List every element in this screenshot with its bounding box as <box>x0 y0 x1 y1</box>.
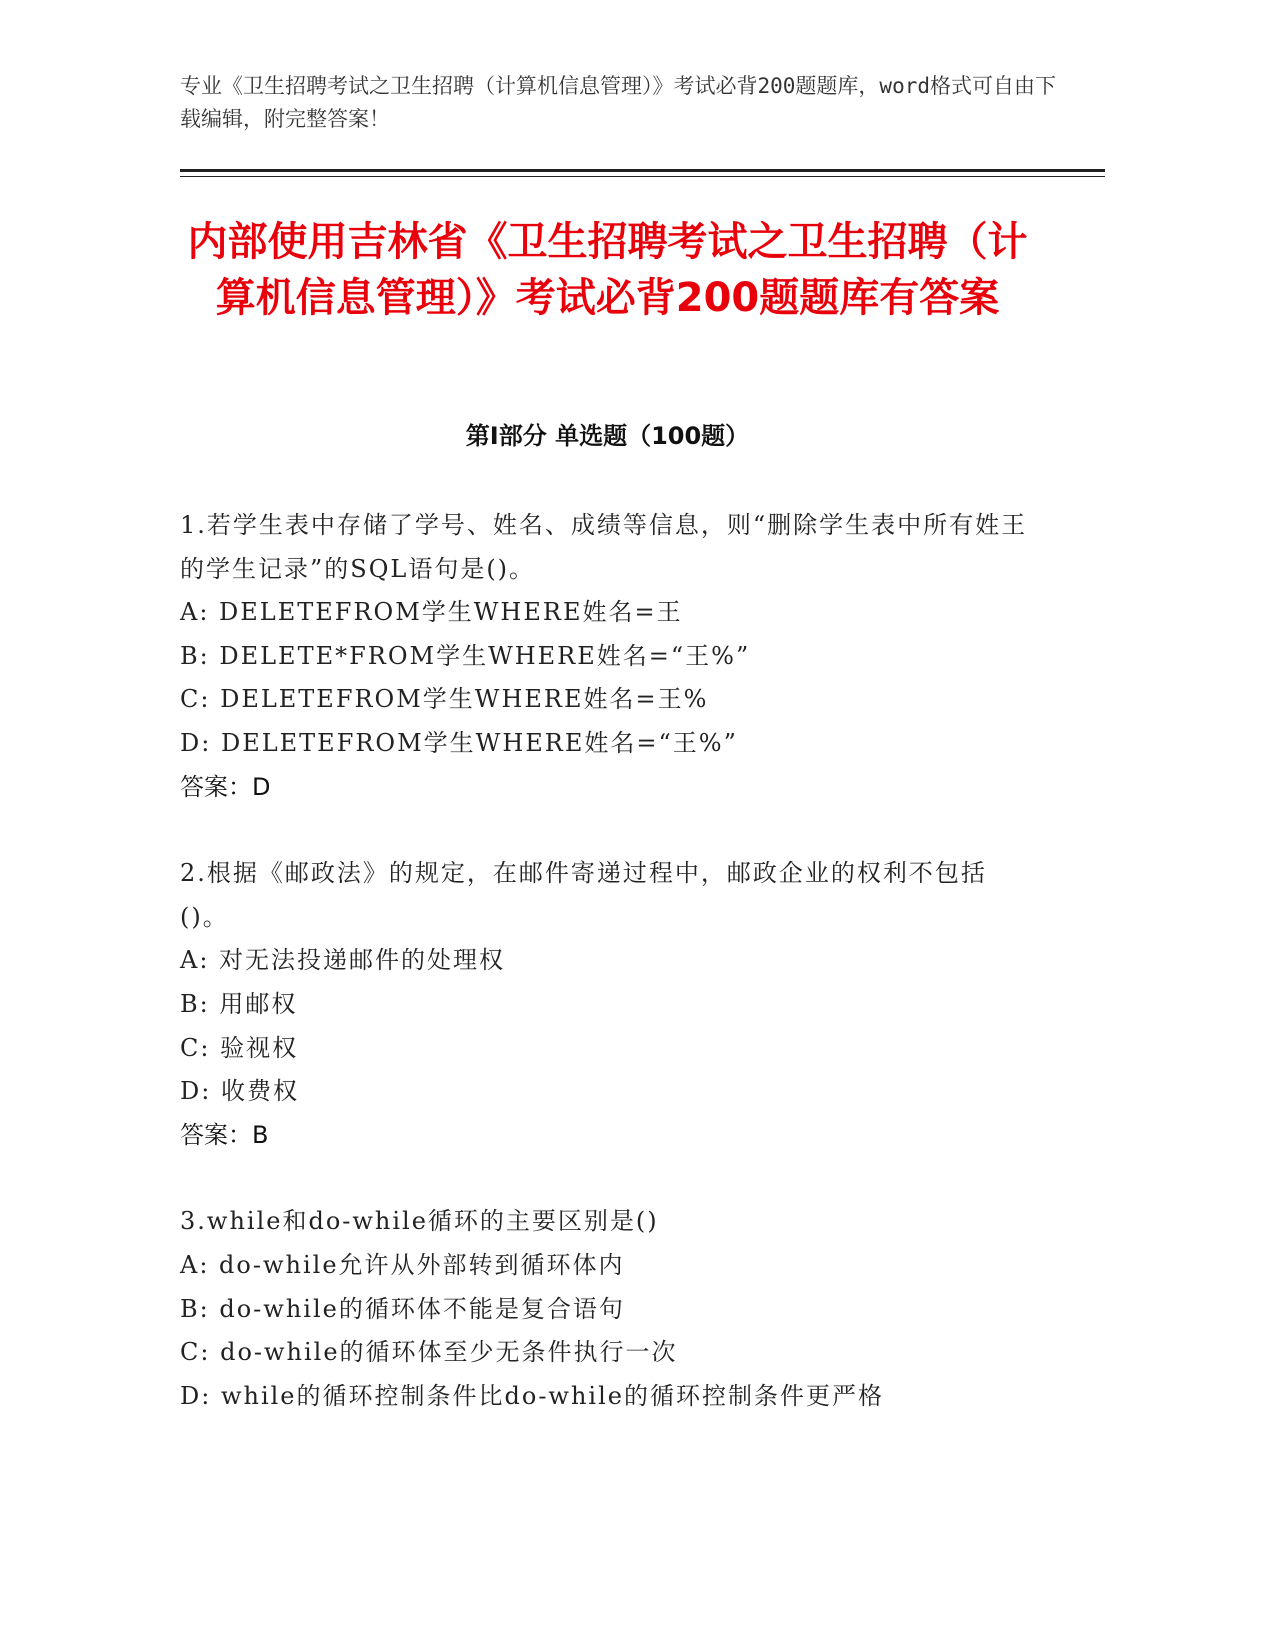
option-a: A: DELETEFROM学生WHERE姓名=王 <box>180 598 683 627</box>
option-c: C: 验视权 <box>180 1033 299 1062</box>
option-c: C: DELETEFROM学生WHERE姓名=王% <box>180 685 709 714</box>
question-2 <box>180 852 1030 1157</box>
question-stem: 2.根据《邮政法》的规定，在邮件寄递过程中，邮政企业的权利不包括()。 <box>180 859 987 931</box>
header-rule-thick <box>180 169 1105 172</box>
header-rule-thin <box>180 176 1105 177</box>
option-a: A: do-while允许从外部转到循环体内 <box>180 1250 625 1279</box>
option-b: B: 用邮权 <box>180 989 298 1018</box>
answer: 答案：D <box>180 772 271 801</box>
question-stem: 3.while和do-while循环的主要区别是() <box>180 1207 659 1236</box>
question-3 <box>180 1200 1030 1418</box>
question-1 <box>180 504 1030 809</box>
option-c: C: do-while的循环体至少无条件执行一次 <box>180 1338 678 1367</box>
option-b: B: do-while的循环体不能是复合语句 <box>180 1294 625 1323</box>
option-d: D: while的循环控制条件比do-while的循环控制条件更严格 <box>180 1381 884 1410</box>
option-d: D: 收费权 <box>180 1077 299 1106</box>
answer: 答案：B <box>180 1120 269 1149</box>
option-d: D: DELETEFROM学生WHERE姓名=“王%” <box>180 728 738 757</box>
question-stem: 1.若学生表中存储了学号、姓名、成绩等信息，则“删除学生表中所有姓王的学生记录”的SQL语句是()。 <box>180 511 1028 583</box>
option-a: A: 对无法投递邮件的处理权 <box>180 946 506 975</box>
option-b: B: DELETE*FROM学生WHERE姓名=“王%” <box>180 641 751 670</box>
header-note: 专业《卫生招聘考试之卫生招聘（计算机信息管理）》考试必背200题题库，word格式可自由下载编辑，附完整答案！ <box>180 74 1056 131</box>
section-title: 第Ⅰ部分 单选题（100题） <box>465 422 750 450</box>
question-list <box>180 504 1030 1461</box>
document-title: 内部使用吉林省《卫生招聘考试之卫生招聘（计算机信息管理）》考试必背200题题库有答案 <box>187 219 1028 321</box>
